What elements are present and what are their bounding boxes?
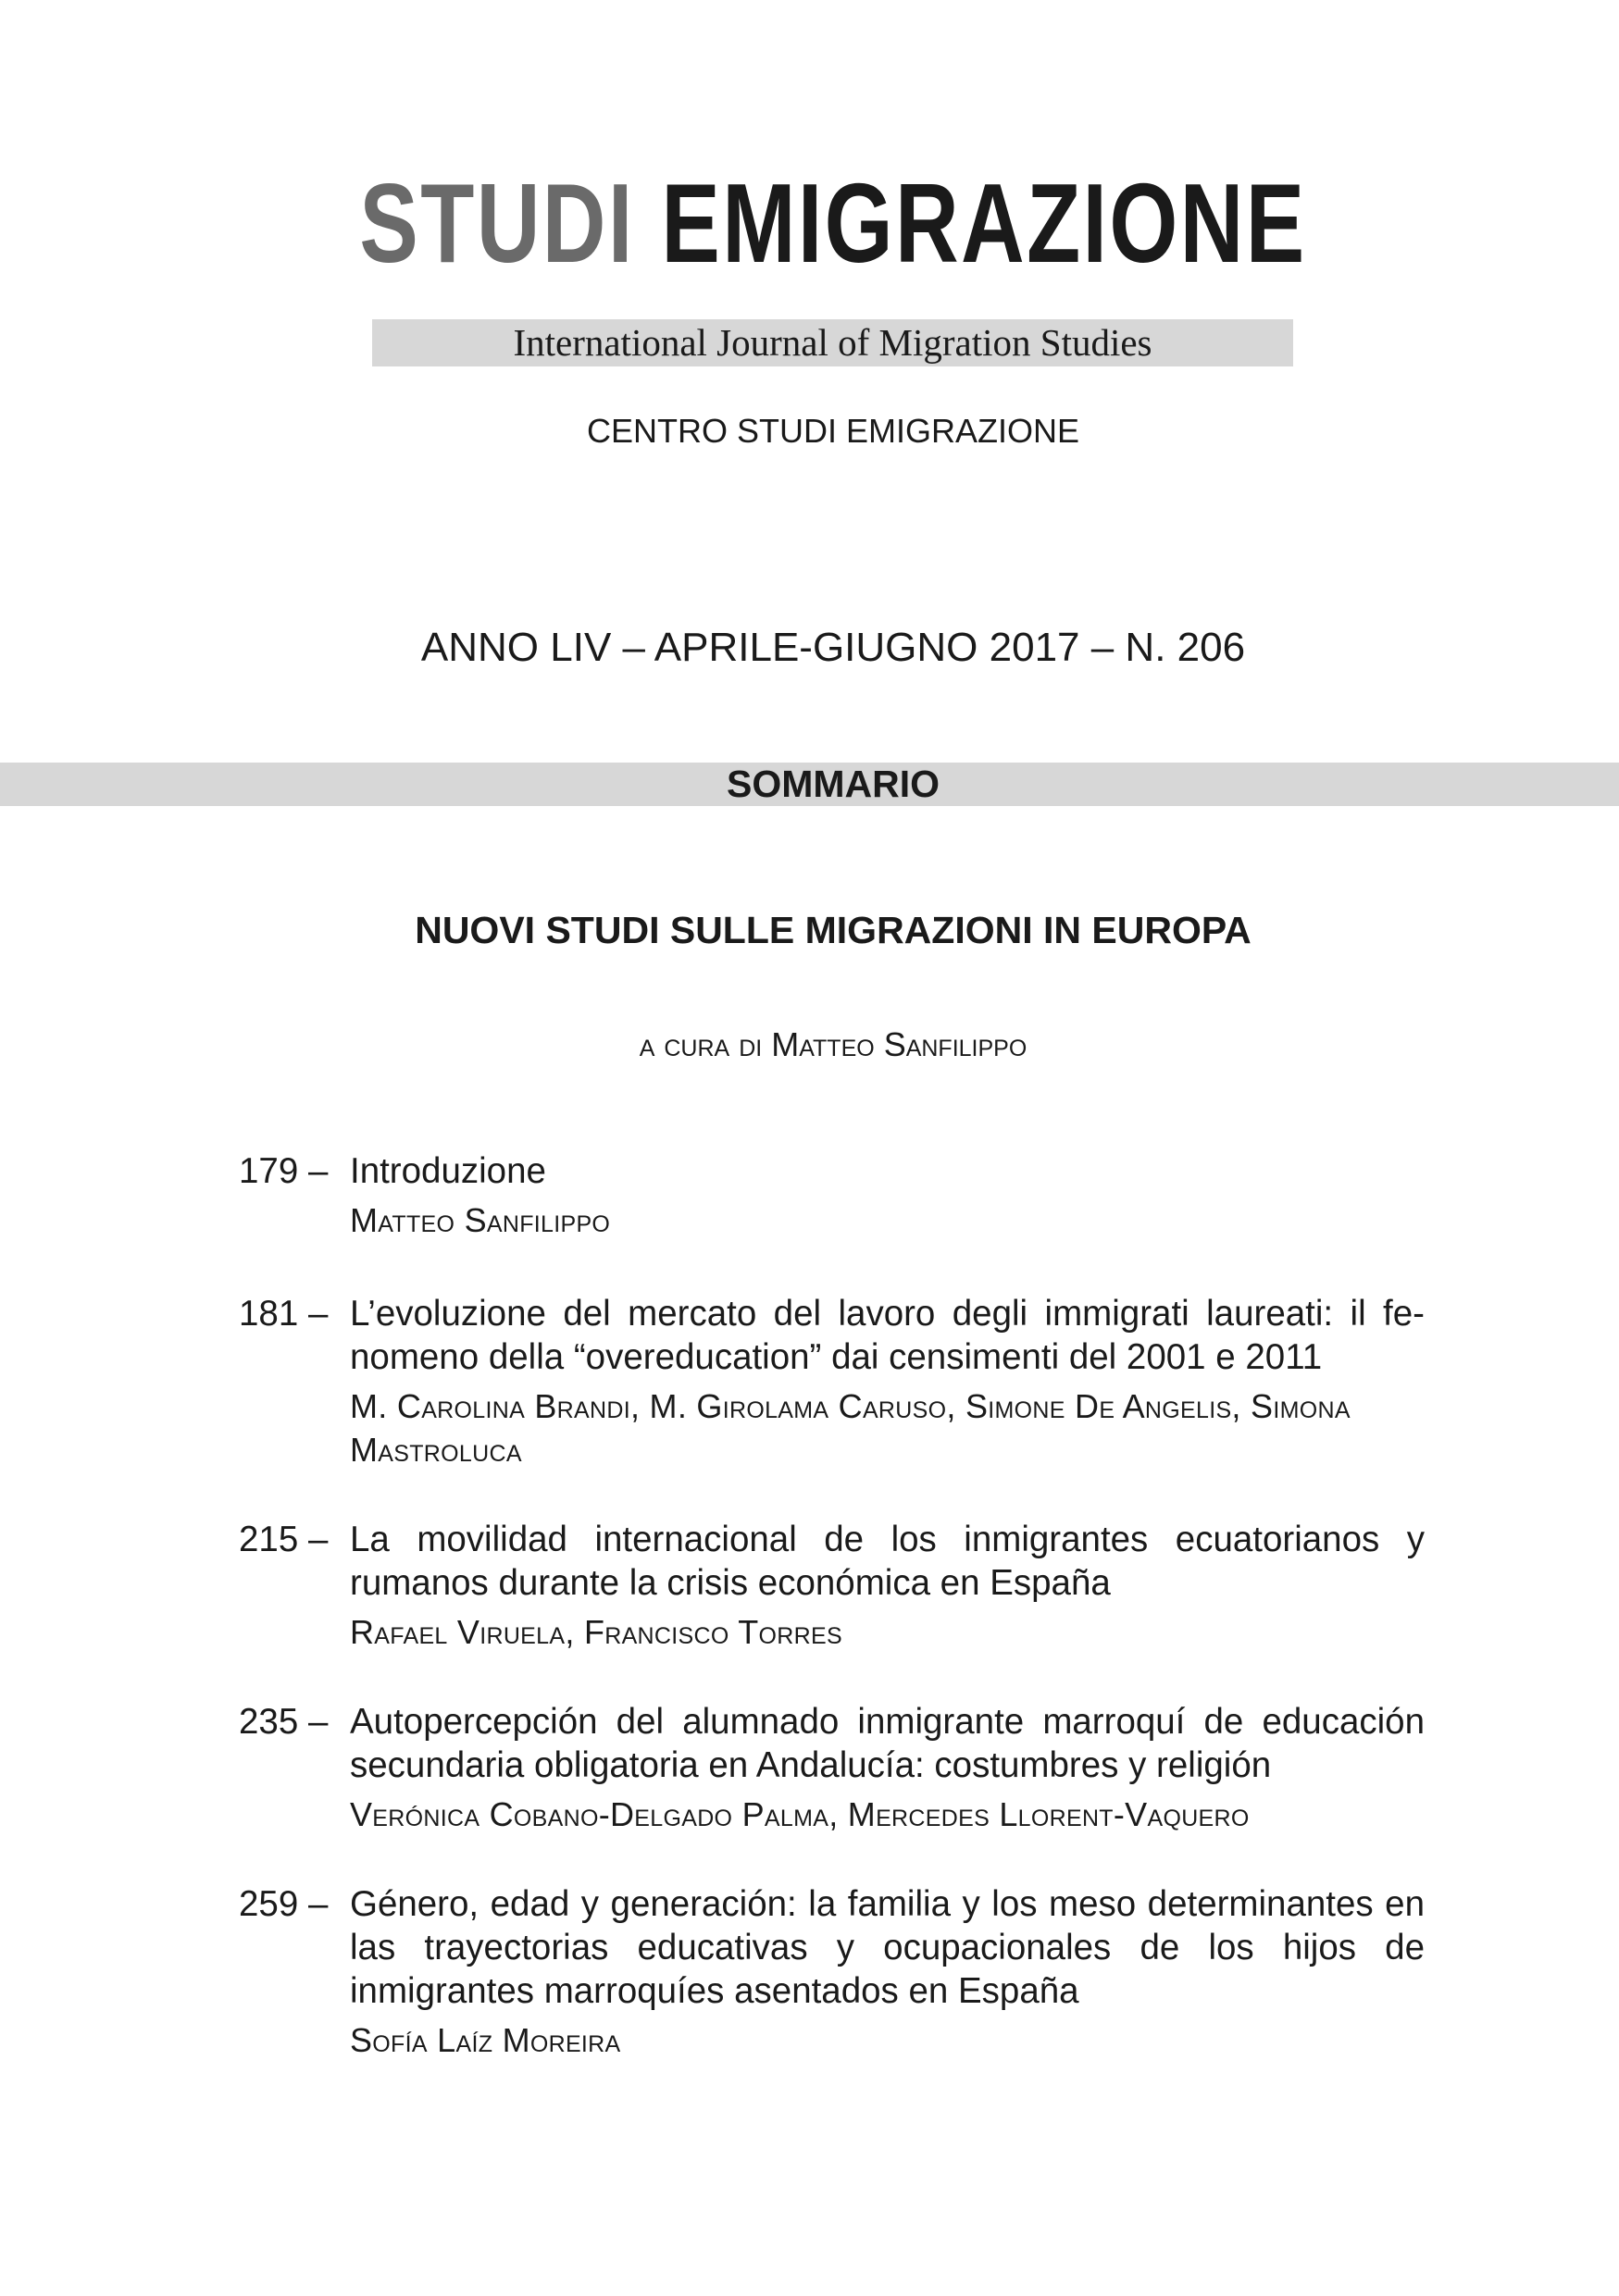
toc-entry (239, 1518, 1425, 1654)
toc-entry (239, 1882, 1425, 2062)
toc-page-number: 179 – (239, 1151, 329, 1191)
section-editor: a cura di Matteo Sanfilippo (639, 1025, 1027, 1063)
toc-article-title: Autopercepción del alumnado inmigrante marroquí de educación secundaria obligatoria en Andalucía: costumbres y religión (350, 1702, 1425, 1785)
masthead-word-emigrazione: EMIGRAZIONE (661, 160, 1307, 286)
section-title: NUOVI STUDI SULLE MIGRAZIONI IN EUROPA (415, 909, 1252, 951)
toc-article-authors: Verónica Cobano-Delgado Palma, Mercedes Llorent-Vaquero (350, 1795, 1250, 1833)
table-of-contents (239, 1149, 1425, 2062)
toc-article-authors: Sofía Laíz Moreira (350, 2021, 621, 2059)
journal-subtitle: International Journal of Migration Studies (372, 319, 1293, 366)
toc-article-authors: Matteo Sanfilippo (350, 1201, 611, 1239)
toc-page-number: 235 – (239, 1702, 329, 1742)
toc-article-title: Introduzione (350, 1151, 546, 1191)
toc-page-number: 181 – (239, 1294, 329, 1334)
toc-entry (239, 1292, 1425, 1471)
toc-article-authors: M. Carolina Brandi, M. Girolama Caruso, Simone De Angelis, Simona Mastroluca (350, 1387, 1351, 1469)
toc-page-number: 215 – (239, 1520, 329, 1559)
sommario-heading: SOMMARIO (726, 763, 940, 805)
toc-entry (239, 1149, 1425, 1242)
toc-article-authors: Rafael Viruela, Francisco Torres (350, 1613, 842, 1651)
toc-article-title: Género, edad y generación: la familia y los meso determinantes en las trayectorias educativas y ocupacionales de los hijos de inmigrantes marroquíes asentados en España (350, 1884, 1425, 2011)
toc-article-title: La movilidad internacional de los inmigrantes ecuatorianos y rumanos durante la crisis económica en España (350, 1520, 1425, 1603)
issue-line: ANNO LIV – APRILE-GIUGNO 2017 – N. 206 (420, 625, 1246, 670)
toc-article-title: L’evoluzione del mercato del lavoro degli immigrati laureati: il fenomeno della “overeducation” dai censimenti del 2001 e 2011 (350, 1294, 1425, 1377)
publisher-name: CENTRO STUDI EMIGRAZIONE (586, 412, 1080, 450)
masthead-word-studi: STUDI (359, 160, 635, 286)
toc-entry (239, 1700, 1425, 1836)
journal-masthead (183, 160, 1483, 286)
toc-page-number: 259 – (239, 1884, 329, 1924)
